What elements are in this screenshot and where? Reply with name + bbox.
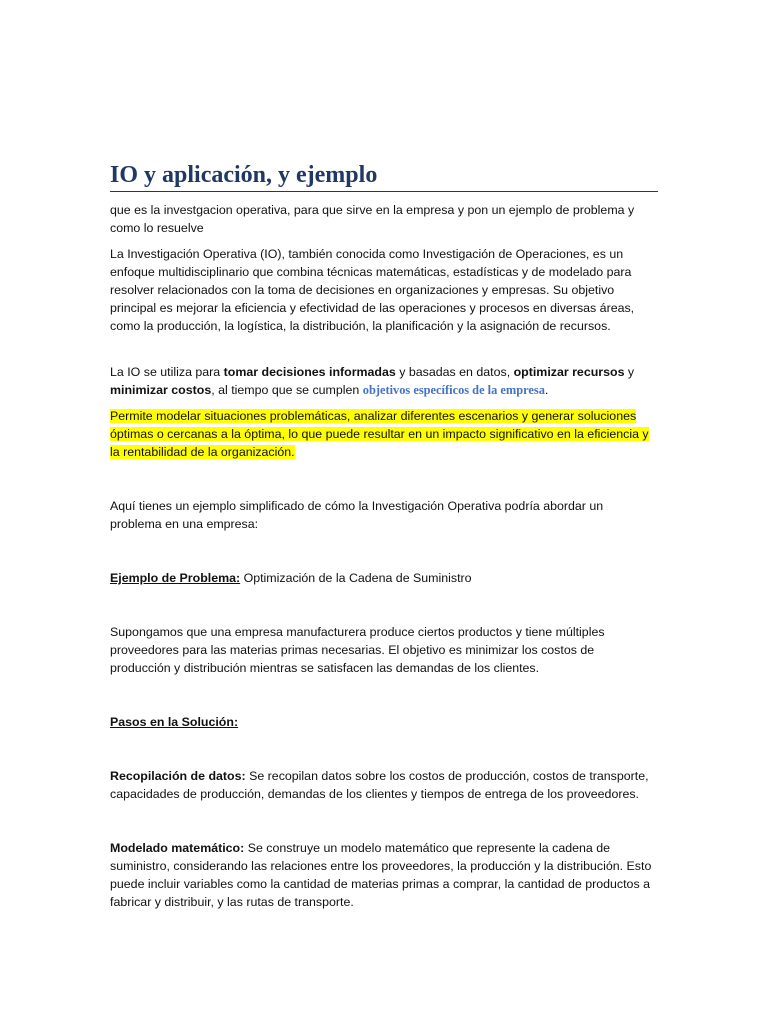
intro-paragraph: La Investigación Operativa (IO), también conocida como Investigación de Operaciones, es un enfoque multidisciplinario que combina técnicas matemáticas, estadísticas y de modelado para resolver relacionados con la toma de decisiones en organizaciones y empresas. Su objetivo principal es mejorar la eficiencia y efectividad de las operaciones y procesos en diversas áreas, como la producción, la logística, la distribución, la planificación y la asignación de recursos. — [110, 247, 635, 333]
document-title: IO y aplicación, y ejemplo — [110, 160, 658, 192]
uses-text-3: y — [624, 365, 635, 379]
step-data-collection-label: Recopilación de datos: — [110, 769, 246, 783]
example-problem-paragraph — [110, 569, 658, 587]
step-modeling-label: Modelado matemático: — [110, 841, 245, 855]
highlighted-text: Permite modelar situaciones problemáticas, analizar diferentes escenarios y generar soluciones óptimas o cercanas a la óptima, lo que puede resultar en un impacto significativo en la eficiencia y la rentabilidad de la organización. — [110, 409, 649, 459]
question-paragraph: que es la investgacion operativa, para que sirve en la empresa y pon un ejemplo de problema y como lo resuelve — [110, 203, 635, 235]
highlighted-paragraph — [110, 407, 658, 461]
uses-bold-costs: minimizar costos — [110, 383, 212, 397]
step-data-collection — [110, 767, 658, 803]
uses-paragraph — [110, 363, 658, 399]
example-problem-text: Optimización de la Cadena de Suministro — [240, 571, 472, 585]
uses-text-4: , al tiempo que se cumplen — [211, 383, 363, 397]
uses-text-5: . — [544, 383, 549, 397]
uses-text-2: y basadas en datos, — [395, 365, 514, 379]
steps-heading — [110, 713, 658, 731]
example-intro-paragraph: Aquí tienes un ejemplo simplificado de cómo la Investigación Operativa podría abordar un problema en una empresa: — [110, 499, 604, 531]
uses-bold-resources: optimizar recursos — [513, 365, 625, 379]
step-modeling — [110, 839, 658, 911]
uses-text-1: La IO se utiliza para — [110, 365, 224, 379]
steps-heading-text: Pasos en la Solución: — [110, 715, 239, 729]
example-problem-label: Ejemplo de Problema: — [110, 571, 241, 585]
document-page — [110, 160, 658, 911]
uses-bold-decisions: tomar decisiones informadas — [223, 365, 396, 379]
step-data-collection-text: Se recopilan datos sobre los costos de producción, costos de transporte, capacidades de producción, demandas de los clientes y tiempos de entrega de los proveedores. — [110, 769, 649, 801]
scenario-paragraph: Supongamos que una empresa manufacturera produce ciertos productos y tiene múltiples proveedores para las materias primas necesarias. El objetivo es minimizar los costos de producción y distribución mientras se satisfacen las demandas de los clientes. — [110, 625, 605, 675]
step-modeling-text: Se construye un modelo matemático que represente la cadena de suministro, considerando las relaciones entre los proveedores, la producción y la distribución. Esto puede incluir variables como la cantidad de materias primas a comprar, la cantidad de productos a fabricar y distribuir, y las rutas de transporte. — [110, 841, 652, 909]
objectives-link[interactable]: objetivos específicos de la empresa — [362, 383, 545, 397]
